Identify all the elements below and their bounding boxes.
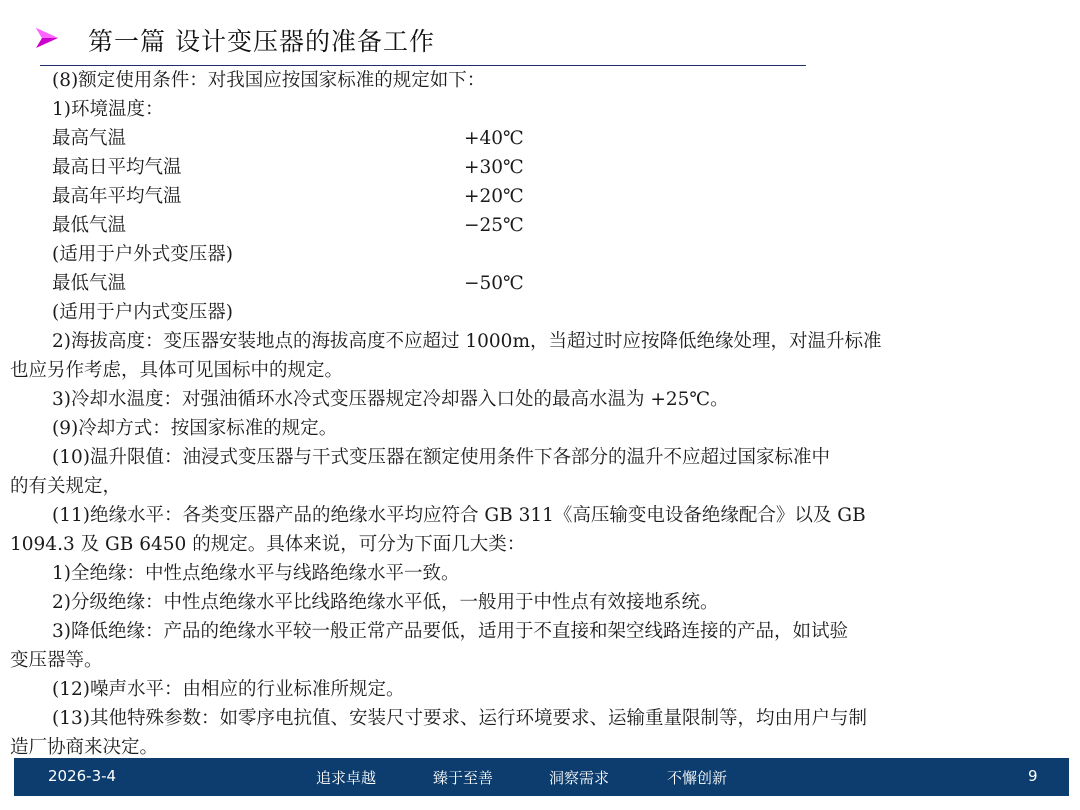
- temp-value: +40℃: [464, 128, 524, 149]
- text-line: 2)海拔高度：变压器安装地点的海拔高度不应超过 1000m，当超过时应按降低绝缘处理，对温升标准: [52, 331, 882, 352]
- text-line: 变压器等。: [10, 650, 103, 671]
- temp-label: 最高年平均气温: [52, 186, 182, 207]
- slide-footer: [14, 758, 1069, 796]
- footer-slogan: 洞察需求: [549, 769, 610, 787]
- temp-label: 最高日平均气温: [52, 157, 182, 178]
- text-line: 1)全绝缘：中性点绝缘水平与线路绝缘水平一致。: [52, 563, 460, 584]
- page-number: 9: [1028, 767, 1038, 785]
- slide-title: 第一篇 设计变压器的准备工作: [88, 27, 435, 56]
- text-line: (适用于户内式变压器): [52, 302, 233, 323]
- temp-value: −50℃: [464, 273, 524, 294]
- temp-value: +20℃: [464, 186, 524, 207]
- text-line: (11)绝缘水平：各类变压器产品的绝缘水平均应符合 GB 311《高压输变电设备绝缘配合》以及 GB: [52, 505, 866, 526]
- text-line: (10)温升限值：油浸式变压器与干式变压器在额定使用条件下各部分的温升不应超过国家标准中: [52, 447, 830, 468]
- text-line: (适用于户外式变压器): [52, 244, 233, 265]
- text-line: (13)其他特殊参数：如零序电抗值、安装尺寸要求、运行环境要求、运输重量限制等，均由用户与制: [52, 708, 867, 729]
- temp-row: [52, 182, 524, 211]
- footer-slogan: 追求卓越: [316, 769, 377, 787]
- temp-label: 最低气温: [52, 215, 127, 236]
- text-line: 的有关规定，: [10, 476, 122, 497]
- temp-row: [52, 124, 524, 153]
- temp-value: −25℃: [464, 215, 524, 236]
- temp-label: 最高气温: [52, 128, 127, 149]
- text-line: (12)噪声水平：由相应的行业标准所规定。: [52, 679, 405, 700]
- text-line: 1)环境温度：: [52, 99, 164, 120]
- slide-header: [34, 18, 814, 62]
- temp-value: +30℃: [464, 157, 524, 178]
- footer-slogan: 不懈创新: [667, 769, 728, 787]
- text-line: 2)分级绝缘：中性点绝缘水平比线路绝缘水平低，一般用于中性点有效接地系统。: [52, 592, 719, 613]
- temp-row: [52, 211, 524, 240]
- text-line: 1094.3 及 GB 6450 的规定。具体来说，可分为下面几大类：: [10, 534, 526, 555]
- text-line: 3)降低绝缘：产品的绝缘水平较一般正常产品要低，适用于不直接和架空线路连接的产品，如试验: [52, 621, 848, 642]
- footer-date: 2026-3-4: [48, 767, 117, 785]
- arrow-bullet-icon: [34, 26, 60, 50]
- footer-slogan: 臻于至善: [433, 769, 494, 787]
- temp-label: 最低气温: [52, 273, 127, 294]
- text-line: (9)冷却方式：按国家标准的规定。: [52, 418, 338, 439]
- text-line: 3)冷却水温度：对强油循环水冷式变压器规定冷却器入口处的最高水温为 +25℃。: [52, 389, 729, 410]
- text-line: 也应另作考虑，具体可见国标中的规定。: [10, 360, 344, 381]
- temp-row: [52, 153, 524, 182]
- text-line: 造厂协商来决定。: [10, 737, 159, 758]
- text-line: (8)额定使用条件：对我国应按国家标准的规定如下：: [52, 70, 486, 91]
- temp-row: [52, 269, 524, 298]
